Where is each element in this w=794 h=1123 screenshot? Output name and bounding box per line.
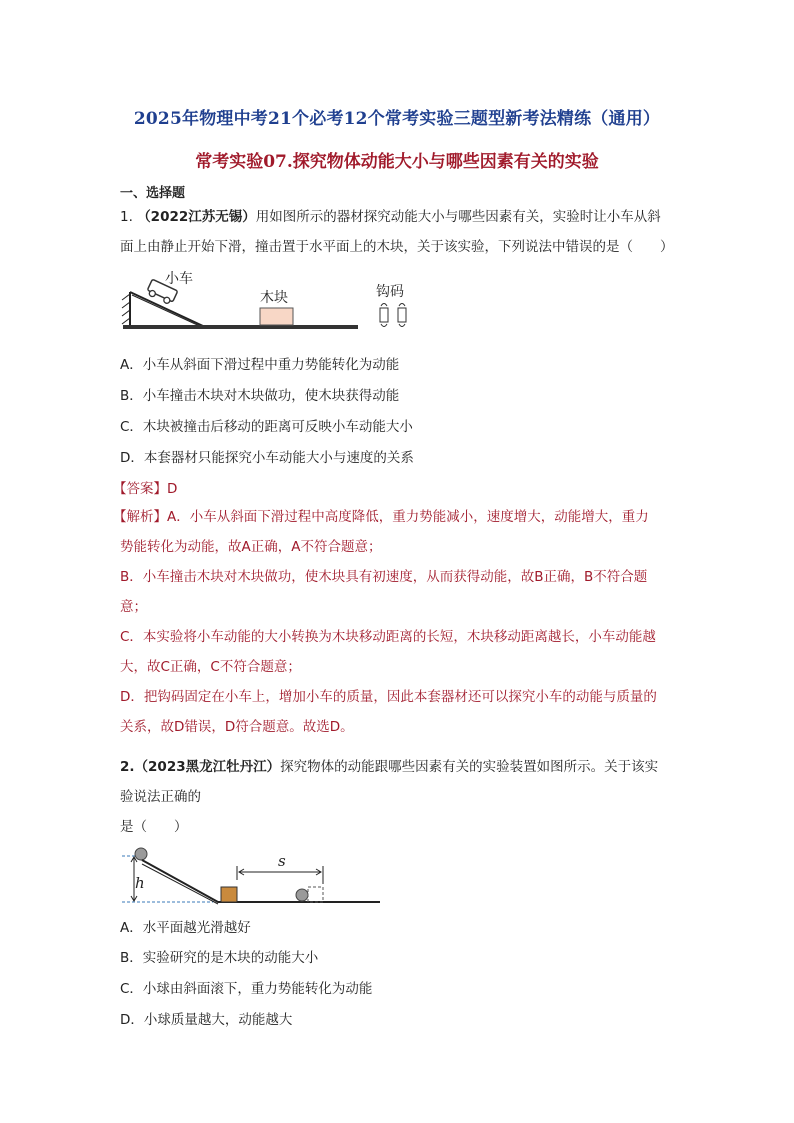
q1-option-b: B．小车撞击木块对木块做功，使木块获得动能: [120, 388, 400, 404]
question-1-source: （2022江苏无锡）: [137, 209, 256, 225]
question-1-figure: [118, 266, 418, 340]
document-title: 2025年物理中考21个必考12个常考实验三题型新考法精练（通用）: [133, 109, 661, 129]
q1-option-d: D．本套器材只能探究小车动能大小与速度的关系: [120, 450, 414, 466]
question-1-stem-line1: 用如图所示的器材探究动能大小与哪些因素有关，实验时让小车从斜: [255, 209, 661, 225]
question-2-stem-line3: 是（ ）: [120, 819, 188, 835]
analysis-line: 大，故C正确，C不符合题意；: [120, 659, 301, 675]
analysis-line: 关系，故D错误，D符合题意。故选D。: [120, 719, 354, 735]
analysis-line: 意；: [120, 599, 147, 615]
analysis-line: 势能转化为动能，故A正确，A不符合题意；: [120, 539, 382, 555]
weights-label: 钩码: [376, 284, 404, 300]
q2-option-d: D．小球质量越大，动能越大: [120, 1012, 293, 1028]
q2-option-b: B．实验研究的是木块的动能大小: [120, 950, 319, 966]
question-2-stem-line1: 探究物体的动能跟哪些因素有关的实验装置如图所示。关于该实: [280, 759, 659, 775]
question-2-figure: [118, 846, 388, 908]
answer-value: D: [167, 481, 178, 497]
analysis-line: C．本实验将小车动能的大小转换为木块移动距离的长短，木块移动距离越长，小车动能越: [120, 629, 656, 645]
question-2-number: 2.: [120, 759, 135, 775]
question-2-stem: [120, 752, 680, 782]
car-label: 小车: [165, 271, 193, 287]
question-1-stem: [120, 202, 680, 232]
analysis-line: B．小车撞击木块对木块做功，使木块具有初速度，从而获得动能，故B正确，B不符合题: [120, 569, 648, 585]
weights-shape: [380, 304, 406, 327]
q1-option-a: A．小车从斜面下滑过程中重力势能转化为动能: [120, 357, 400, 373]
q1-analysis: [113, 502, 678, 742]
q2-option-c: C．小球由斜面滚下，重力势能转化为动能: [120, 981, 373, 997]
distance-label: s: [278, 852, 286, 870]
document-subtitle: 常考实验07.探究物体动能大小与哪些因素有关的实验: [195, 152, 599, 172]
answer-label: 【答案】: [113, 481, 167, 497]
q2-option-a: A．水平面越光滑越好: [120, 920, 251, 936]
analysis-line: D．把钩码固定在小车上，增加小车的质量，因此本套器材还可以探究小车的动能与质量的: [120, 689, 657, 705]
analysis-label: 【解析】: [113, 509, 167, 525]
question-1-number: 1.: [120, 209, 133, 225]
analysis-line: A．小车从斜面下滑过程中高度降低，重力势能减小，速度增大，动能增大，重力: [167, 509, 649, 525]
block-label: 木块: [260, 290, 288, 306]
q1-option-c: C．木块被撞击后移动的距离可反映小车动能大小: [120, 419, 413, 435]
q1-answer: [113, 477, 177, 497]
section-heading: 一、选择题: [120, 186, 186, 201]
question-2-source: （2023黑龙江牡丹江）: [134, 759, 281, 775]
question-1-stem-line2: 面上由静止开始下滑，撞击置于水平面上的木块，关于该实验，下列说法中错误的是（ ）: [120, 239, 674, 255]
question-2-stem-line2: 验说法正确的: [120, 789, 201, 805]
height-label: h: [135, 874, 145, 892]
